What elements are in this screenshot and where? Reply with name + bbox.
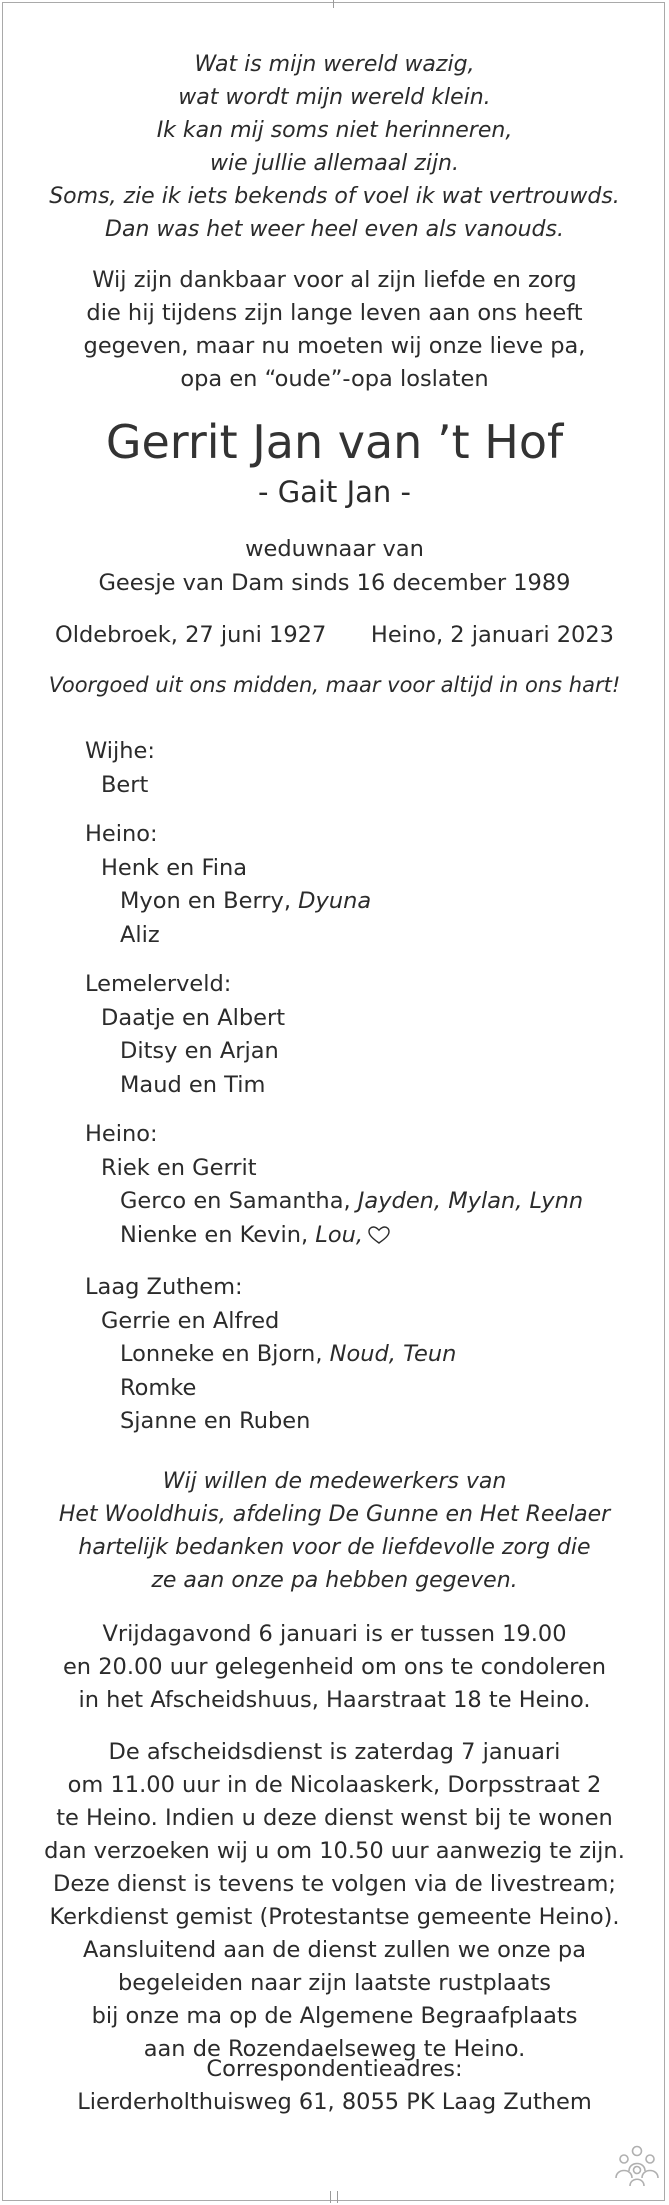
family-group — [0, 1271, 669, 1439]
intro-line: Wij zijn dankbaar voor al zijn liefde en zorg — [92, 267, 577, 293]
family-list — [0, 735, 669, 1455]
family-grandchild: Maud en Tim — [120, 1071, 266, 1098]
intro-text — [0, 264, 669, 396]
thanks-line: ze aan onze pa hebben gegeven. — [151, 1568, 518, 1593]
visitation-line: en 20.00 uur gelegenheid om ons te condoleren — [62, 1654, 607, 1680]
great-grandchildren: Noud, Teun — [329, 1341, 457, 1367]
family-grandchild — [0, 885, 669, 919]
visitation-line: Vrijdagavond 6 januari is er tussen 19.00 — [102, 1621, 567, 1647]
service-line: begeleiden naar zijn laatste rustplaats — [118, 1970, 551, 1996]
family-grandchild — [0, 1185, 669, 1219]
bottom-fold-mark-right — [337, 2191, 338, 2203]
grandchild-couple: Gerco en Samantha, — [120, 1188, 351, 1214]
thanks-line: Het Wooldhuis, afdeling De Gunne en Het Reelaer — [58, 1502, 611, 1527]
family-child: Bert — [101, 771, 149, 798]
family-child: Henk en Fina — [101, 854, 248, 881]
death-place-date: Heino, 2 januari 2023 — [370, 622, 614, 648]
family-place: Lemelerveld: — [85, 971, 232, 997]
thanks-line: hartelijk bedanken voor de liefdevolle zorg die — [78, 1535, 591, 1560]
poem-line: Dan was het weer heel even als vanouds. — [105, 217, 564, 242]
family-grandchild — [0, 1219, 669, 1256]
correspondence-address-line: Lierderholthuisweg 61, 8055 PK Laag Zuthem — [77, 2089, 592, 2115]
widower-label: weduwnaar van — [245, 536, 424, 562]
grandchild-couple: Lonneke en Bjorn, — [120, 1341, 323, 1367]
family-grandchild — [0, 1338, 669, 1372]
thanks-note — [0, 1465, 669, 1597]
family-child: Riek en Gerrit — [101, 1154, 257, 1181]
grandchild-couple: Nienke en Kevin, — [120, 1221, 309, 1248]
family-place: Heino: — [85, 821, 158, 847]
service-line: Kerkdienst gemist (Protestantse gemeente Heino). — [49, 1904, 620, 1930]
family-group — [0, 735, 669, 802]
poem-line: wat wordt mijn wereld klein. — [178, 85, 491, 110]
thanks-line: Wij willen de medewerkers van — [162, 1469, 507, 1494]
grandchild-couple: Myon en Berry, — [120, 888, 292, 914]
family-grandchild: Romke — [120, 1374, 197, 1401]
service-line: te Heino. Indien u deze dienst wenst bij te wonen — [56, 1805, 613, 1831]
poem-line: Soms, zie ik iets bekends of voel ik wat vertrouwds. — [49, 184, 620, 209]
family-child: Gerrie en Alfred — [101, 1307, 280, 1334]
family-place: Laag Zuthem: — [85, 1274, 243, 1300]
service-line: De afscheidsdienst is zaterdag 7 januari — [108, 1739, 561, 1765]
service-line: Deze dienst is tevens te volgen via de livestream; — [53, 1871, 616, 1897]
bottom-fold-mark-left — [330, 2191, 331, 2203]
family-grandchild: Ditsy en Arjan — [120, 1038, 279, 1064]
family-child: Daatje en Albert — [101, 1004, 286, 1031]
birth-place-date: Oldebroek, 27 juni 1927 — [55, 622, 327, 648]
intro-line: die hij tijdens zijn lange leven aan ons heeft — [86, 300, 583, 326]
poem-line: Ik kan mij soms niet herinneren, — [156, 118, 513, 143]
deceased-name: Gerrit Jan van ’t Hof — [105, 415, 564, 469]
widower-info — [0, 532, 669, 600]
family-logo-icon — [612, 2144, 662, 2188]
service-line: bij onze ma op de Algemene Begraafplaats — [91, 2003, 578, 2029]
family-group — [0, 1118, 669, 1255]
motto: Voorgoed uit ons midden, maar voor altijd in ons hart! — [48, 673, 621, 697]
service-line: dan verzoeken wij u om 10.50 uur aanwezig te zijn. — [44, 1838, 625, 1864]
service-line: om 11.00 uur in de Nicolaaskerk, Dorpsstraat 2 — [67, 1772, 602, 1798]
service-line: Aansluitend aan de dienst zullen we onze pa — [82, 1937, 586, 1963]
heart-outline-icon — [367, 1222, 391, 1256]
intro-line: opa en “oude”-opa loslaten — [180, 366, 489, 392]
poem-line: wie jullie allemaal zijn. — [209, 151, 459, 176]
family-place: Heino: — [85, 1121, 158, 1147]
visitation-line: in het Afscheidshuus, Haarstraat 18 te Heino. — [78, 1687, 591, 1713]
family-grandchild: Sjanne en Ruben — [120, 1408, 311, 1434]
visitation-info — [0, 1618, 669, 1717]
family-group — [0, 818, 669, 952]
great-grandchildren: Lou, — [315, 1221, 363, 1248]
family-group — [0, 968, 669, 1102]
correspondence-address — [0, 2053, 669, 2119]
family-grandchild: Aliz — [120, 921, 160, 948]
correspondence-label: Correspondentieadres: — [206, 2056, 463, 2082]
service-line: aan de Rozendaelseweg te Heino. — [143, 2036, 526, 2062]
poem-line: Wat is mijn wereld wazig, — [194, 52, 475, 77]
service-info — [0, 1736, 669, 2066]
great-grandchildren: Jayden, Mylan, Lynn — [357, 1188, 584, 1214]
deceased-nickname: - Gait Jan - — [258, 475, 411, 509]
intro-line: gegeven, maar nu moeten wij onze lieve pa, — [83, 333, 586, 359]
great-grandchildren: Dyuna — [298, 888, 372, 914]
top-fold-mark — [333, 0, 334, 8]
poem — [0, 48, 669, 246]
family-place: Wijhe: — [85, 738, 155, 764]
spouse-info: Geesje van Dam sinds 16 december 1989 — [98, 570, 571, 596]
